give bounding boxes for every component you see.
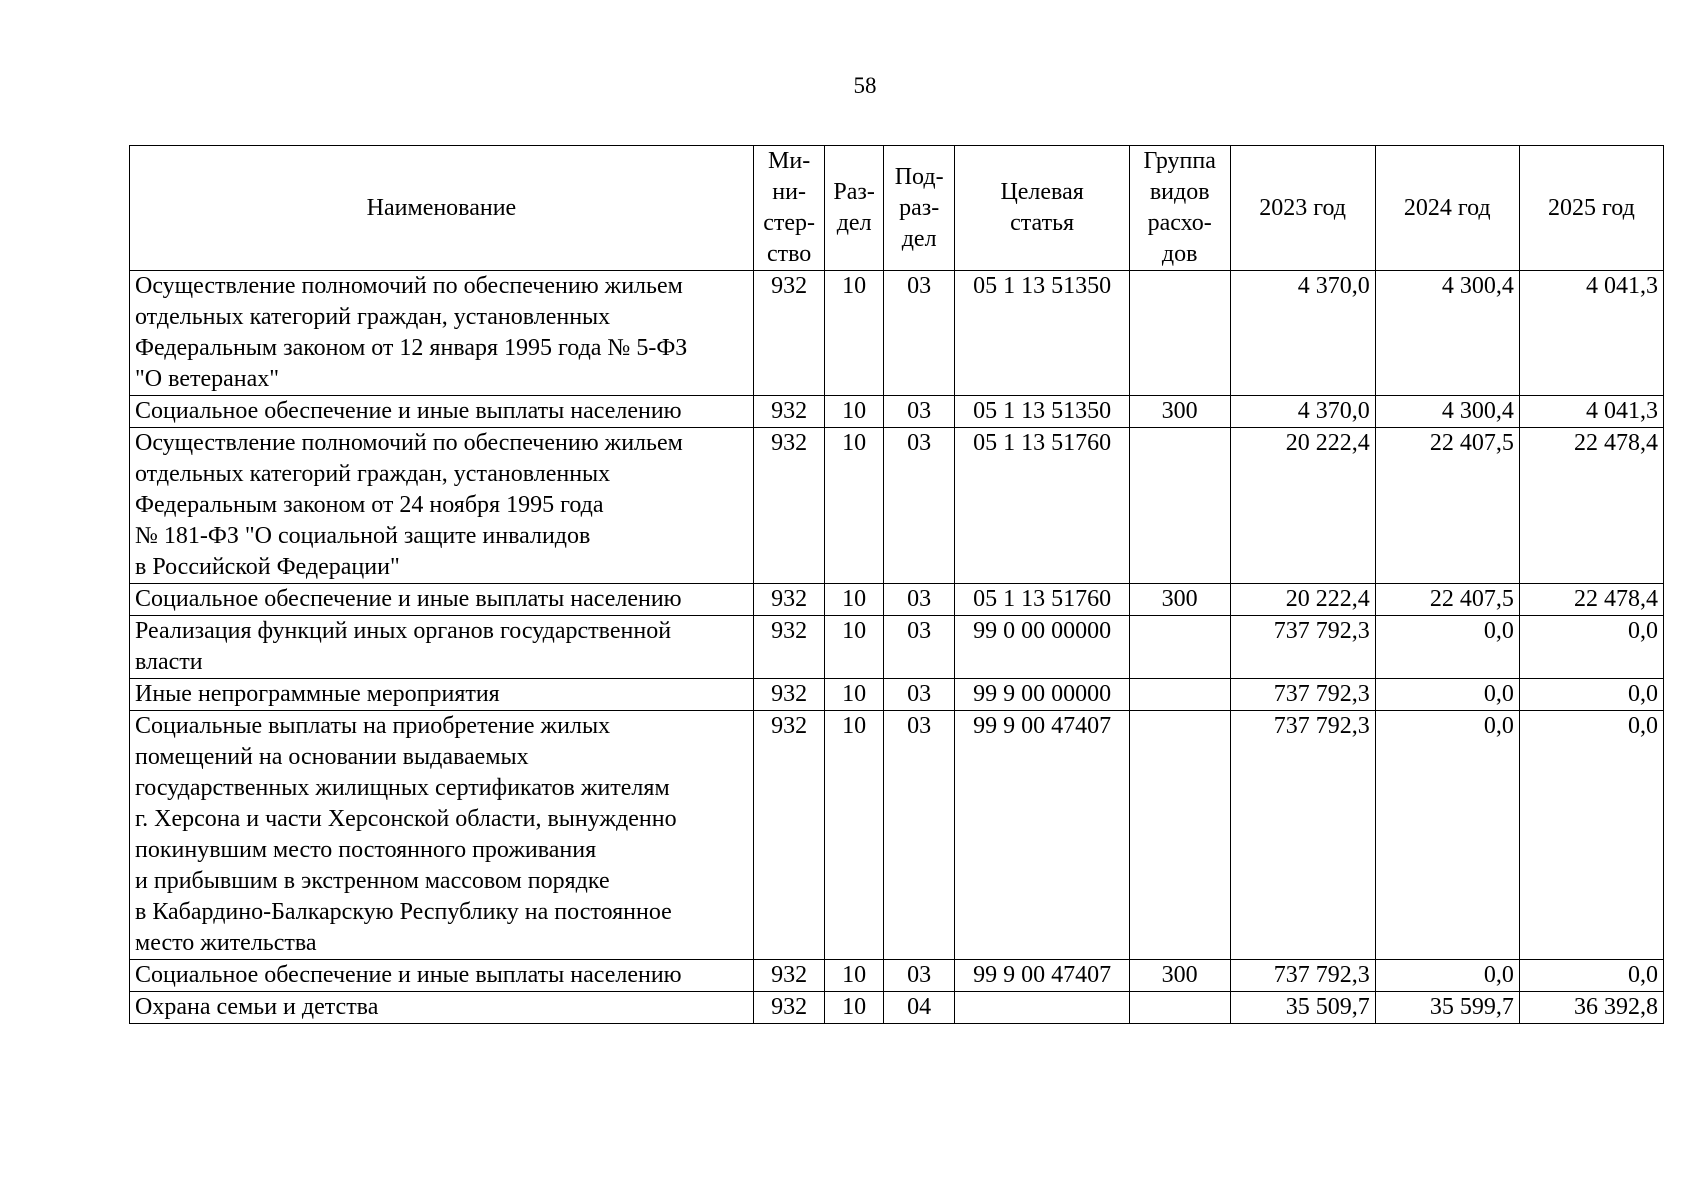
amount-2025-cell: 22 478,4 xyxy=(1519,584,1663,616)
section-cell: 10 xyxy=(825,584,883,616)
expense-group-cell xyxy=(1129,679,1230,711)
name-line: Федеральным законом от 24 ноября 1995 года xyxy=(135,492,604,518)
amount-2024-cell: 0,0 xyxy=(1375,616,1519,679)
header-line: дел xyxy=(836,210,872,236)
amount-2023-cell: 737 792,3 xyxy=(1230,679,1375,711)
amount-2023-cell: 737 792,3 xyxy=(1230,960,1375,992)
expense-group-cell: 300 xyxy=(1129,584,1230,616)
table-body xyxy=(130,271,1664,1024)
name-cell xyxy=(130,679,754,711)
ministry-cell: 932 xyxy=(753,396,825,428)
name-line: и прибывшим в экстренном массовом порядке xyxy=(135,868,610,894)
name-cell xyxy=(130,616,754,679)
ministry-cell: 932 xyxy=(753,428,825,584)
header-line: Ми- xyxy=(768,148,811,174)
ministry-cell: 932 xyxy=(753,960,825,992)
amount-2025-cell: 0,0 xyxy=(1519,711,1663,960)
amount-2023-cell: 35 509,7 xyxy=(1230,992,1375,1024)
subsection-cell: 03 xyxy=(883,711,955,960)
header-line: расхо- xyxy=(1147,210,1212,236)
ministry-cell: 932 xyxy=(753,584,825,616)
subsection-cell: 03 xyxy=(883,428,955,584)
name-cell xyxy=(130,711,754,960)
name-line: Осуществление полномочий по обеспечению жильем xyxy=(135,430,683,456)
name-line: Социальное обеспечение и иные выплаты населению xyxy=(135,962,682,988)
subsection-cell: 03 xyxy=(883,584,955,616)
table-header xyxy=(130,146,1664,271)
name-line: место жительства xyxy=(135,930,317,956)
table-row xyxy=(130,711,1664,960)
subsection-cell: 03 xyxy=(883,616,955,679)
ministry-cell: 932 xyxy=(753,271,825,396)
amount-2023-cell: 737 792,3 xyxy=(1230,616,1375,679)
name-cell xyxy=(130,396,754,428)
target-article-cell: 05 1 13 51350 xyxy=(955,396,1129,428)
section-cell: 10 xyxy=(825,711,883,960)
expense-group-cell: 300 xyxy=(1129,960,1230,992)
section-cell: 10 xyxy=(825,396,883,428)
name-line: Охрана семьи и детства xyxy=(135,994,379,1020)
header-line: Группа xyxy=(1143,148,1216,174)
table-row xyxy=(130,960,1664,992)
header-line: дов xyxy=(1161,241,1198,267)
header-line: Целевая xyxy=(1000,179,1084,205)
table-row xyxy=(130,428,1664,584)
name-line: Социальные выплаты на приобретение жилых xyxy=(135,713,611,739)
name-line: в Кабардино-Балкарскую Республику на постоянное xyxy=(135,899,672,925)
page-number: 58 xyxy=(853,73,877,98)
header-line: ство xyxy=(766,241,812,267)
name-line: Федеральным законом от 12 января 1995 года № 5-ФЗ xyxy=(135,335,688,361)
header-year-2023: 2023 год xyxy=(1230,146,1375,271)
name-line: отдельных категорий граждан, установленных xyxy=(135,461,611,487)
header-section xyxy=(825,146,883,271)
table-row xyxy=(130,396,1664,428)
amount-2024-cell: 22 407,5 xyxy=(1375,584,1519,616)
expense-group-cell xyxy=(1129,711,1230,960)
header-ministry xyxy=(753,146,825,271)
name-line: № 181-ФЗ "О социальной защите инвалидов xyxy=(135,523,591,549)
amount-2025-cell: 4 041,3 xyxy=(1519,271,1663,396)
header-line: статья xyxy=(1010,210,1075,236)
amount-2024-cell: 4 300,4 xyxy=(1375,271,1519,396)
target-article-cell: 05 1 13 51760 xyxy=(955,428,1129,584)
name-line: в Российской Федерации" xyxy=(135,554,400,580)
subsection-cell: 03 xyxy=(883,271,955,396)
header-line: стер- xyxy=(763,210,816,236)
header-line: раз- xyxy=(899,194,940,221)
target-article-cell: 99 9 00 00000 xyxy=(955,679,1129,711)
header-line: Раз- xyxy=(833,179,875,205)
header-expense-group xyxy=(1129,146,1230,271)
name-line: отдельных категорий граждан, установленных xyxy=(135,304,611,330)
target-article-cell: 99 9 00 47407 xyxy=(955,711,1129,960)
amount-2023-cell: 737 792,3 xyxy=(1230,711,1375,960)
name-cell xyxy=(130,992,754,1024)
name-line: Социальное обеспечение и иные выплаты населению xyxy=(135,398,682,424)
target-article-cell: 99 9 00 47407 xyxy=(955,960,1129,992)
amount-2025-cell: 0,0 xyxy=(1519,679,1663,711)
expense-group-cell: 300 xyxy=(1129,396,1230,428)
name-line: покинувшим место постоянного проживания xyxy=(135,837,597,863)
header-line: Под- xyxy=(894,163,944,190)
subsection-cell: 03 xyxy=(883,960,955,992)
section-cell: 10 xyxy=(825,679,883,711)
table-row xyxy=(130,584,1664,616)
name-line: г. Херсона и части Херсонской области, вынужденно xyxy=(135,806,677,832)
section-cell: 10 xyxy=(825,428,883,584)
name-line: Осуществление полномочий по обеспечению жильем xyxy=(135,273,683,299)
section-cell: 10 xyxy=(825,992,883,1024)
header-year-2025: 2025 год xyxy=(1519,146,1663,271)
name-line: Социальное обеспечение и иные выплаты населению xyxy=(135,586,682,612)
section-cell: 10 xyxy=(825,960,883,992)
amount-2025-cell: 36 392,8 xyxy=(1519,992,1663,1024)
name-line: Иные непрограммные мероприятия xyxy=(135,681,500,707)
table-row xyxy=(130,271,1664,396)
amount-2025-cell: 0,0 xyxy=(1519,616,1663,679)
amount-2023-cell: 20 222,4 xyxy=(1230,428,1375,584)
amount-2024-cell: 0,0 xyxy=(1375,679,1519,711)
expense-group-cell xyxy=(1129,992,1230,1024)
header-subsection xyxy=(883,146,955,271)
ministry-cell: 932 xyxy=(753,679,825,711)
ministry-cell: 932 xyxy=(753,616,825,679)
subsection-cell: 03 xyxy=(883,679,955,711)
expense-group-cell xyxy=(1129,616,1230,679)
amount-2024-cell: 0,0 xyxy=(1375,711,1519,960)
table-row xyxy=(130,992,1664,1024)
target-article-cell: 99 0 00 00000 xyxy=(955,616,1129,679)
header-year-2024: 2024 год xyxy=(1375,146,1519,271)
budget-table xyxy=(129,145,1664,1024)
ministry-cell: 932 xyxy=(753,711,825,960)
subsection-cell: 03 xyxy=(883,396,955,428)
amount-2025-cell: 4 041,3 xyxy=(1519,396,1663,428)
name-cell xyxy=(130,584,754,616)
ministry-cell: 932 xyxy=(753,992,825,1024)
name-cell xyxy=(130,271,754,396)
amount-2024-cell: 0,0 xyxy=(1375,960,1519,992)
amount-2025-cell: 22 478,4 xyxy=(1519,428,1663,584)
name-line: "О ветеранах" xyxy=(135,366,280,392)
header-name: Наименование xyxy=(130,146,754,271)
header-line: видов xyxy=(1149,179,1210,205)
name-line: Реализация функций иных органов государственной xyxy=(135,618,672,644)
header-target-article xyxy=(955,146,1129,271)
amount-2023-cell: 20 222,4 xyxy=(1230,584,1375,616)
table-row xyxy=(130,679,1664,711)
name-cell xyxy=(130,960,754,992)
amount-2025-cell: 0,0 xyxy=(1519,960,1663,992)
target-article-cell: 05 1 13 51760 xyxy=(955,584,1129,616)
amount-2023-cell: 4 370,0 xyxy=(1230,271,1375,396)
subsection-cell: 04 xyxy=(883,992,955,1024)
expense-group-cell xyxy=(1129,428,1230,584)
header-line: дел xyxy=(901,225,937,252)
amount-2024-cell: 22 407,5 xyxy=(1375,428,1519,584)
section-cell: 10 xyxy=(825,616,883,679)
name-line: помещений на основании выдаваемых xyxy=(135,744,529,770)
name-cell xyxy=(130,428,754,584)
amount-2023-cell: 4 370,0 xyxy=(1230,396,1375,428)
name-line: государственных жилищных сертификатов жителям xyxy=(135,775,670,801)
amount-2024-cell: 35 599,7 xyxy=(1375,992,1519,1024)
header-line: ни- xyxy=(772,179,806,205)
section-cell: 10 xyxy=(825,271,883,396)
name-line: власти xyxy=(135,649,203,675)
expense-group-cell xyxy=(1129,271,1230,396)
target-article-cell xyxy=(955,992,1129,1024)
amount-2024-cell: 4 300,4 xyxy=(1375,396,1519,428)
table-row xyxy=(130,616,1664,679)
target-article-cell: 05 1 13 51350 xyxy=(955,271,1129,396)
